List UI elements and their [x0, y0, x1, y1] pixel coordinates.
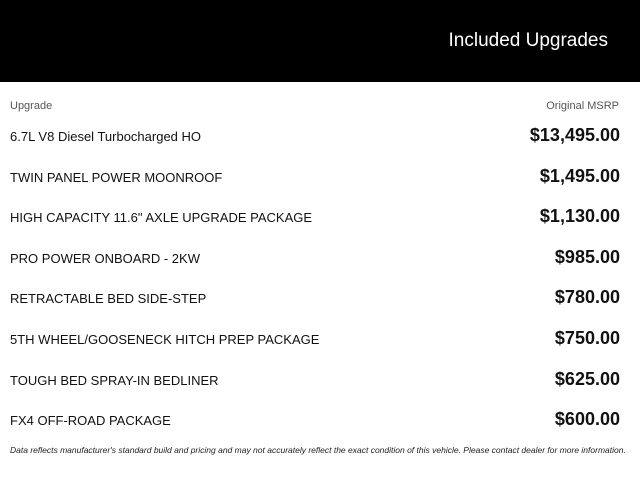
upgrade-row — [0, 196, 640, 237]
upgrade-row — [0, 237, 640, 278]
msrp-column-header: Original MSRP — [546, 100, 619, 112]
upgrade-name: 5TH WHEEL/GOOSENECK HITCH PREP PACKAGE — [10, 331, 320, 347]
upgrade-row — [0, 399, 640, 440]
upgrade-column-header: Upgrade — [10, 100, 53, 112]
upgrade-name: FX4 OFF-ROAD PACKAGE — [10, 413, 171, 429]
upgrade-price: $13,495.00 — [529, 125, 620, 145]
upgrades-list — [0, 115, 640, 440]
upgrade-price: $1,130.00 — [539, 206, 620, 227]
upgrade-name: TWIN PANEL POWER MOONROOF — [10, 169, 223, 185]
upgrade-name: RETRACTABLE BED SIDE-STEP — [10, 291, 207, 307]
page-title: Included Upgrades — [448, 30, 608, 51]
upgrade-name: HIGH CAPACITY 11.6" AXLE UPGRADE PACKAGE — [10, 210, 313, 226]
upgrade-price: $1,495.00 — [539, 165, 620, 186]
upgrade-row — [0, 359, 640, 400]
upgrade-row — [0, 156, 640, 197]
header-banner — [0, 0, 640, 82]
upgrade-name: PRO POWER ONBOARD - 2KW — [10, 250, 200, 266]
upgrade-price: $985.00 — [554, 246, 620, 267]
upgrade-price: $625.00 — [554, 368, 620, 389]
upgrade-row — [0, 277, 640, 318]
disclaimer-text: Data reflects manufacturer's standard build and pricing and may not accurately reflect the exact condition of this vehicle. Please contact dealer for more information. — [10, 445, 626, 455]
upgrade-price: $600.00 — [554, 409, 620, 430]
upgrade-name: 6.7L V8 Diesel Turbocharged HO — [10, 129, 202, 144]
upgrade-price: $750.00 — [554, 327, 620, 348]
upgrade-price: $780.00 — [554, 287, 620, 308]
upgrade-name: TOUGH BED SPRAY-IN BEDLINER — [10, 372, 219, 388]
upgrade-row — [0, 318, 640, 359]
upgrade-row — [0, 115, 640, 156]
